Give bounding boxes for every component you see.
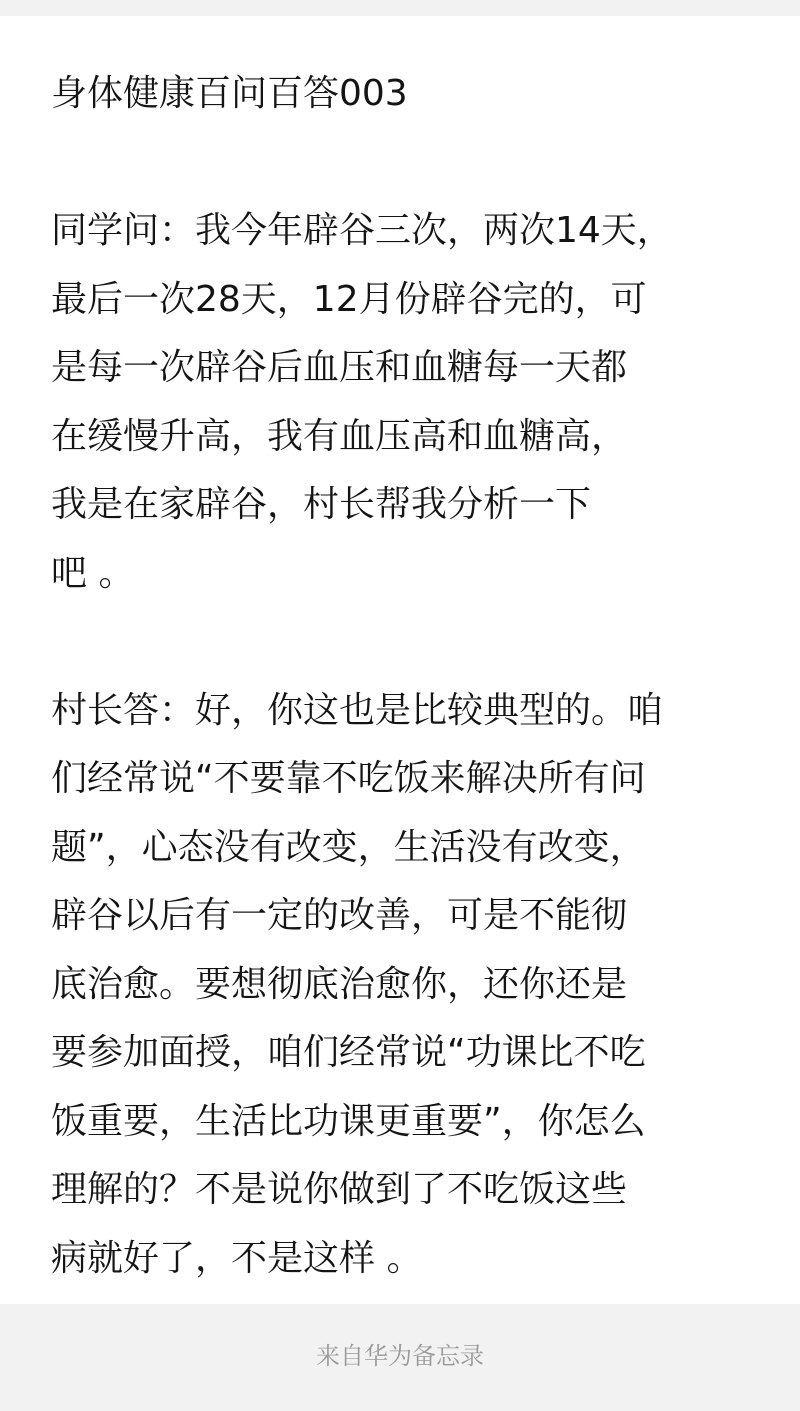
note-card [0,16,800,1304]
blank-line [51,608,756,677]
answer-line: 们经常说“不要靠不吃饭来解决所有问 [51,758,646,799]
source-label: 来自华为备忘录 [316,1342,484,1370]
question-line: 同学问：我今年辟谷三次，两次14天， [51,210,673,251]
answer-line: 要参加面授，咱们经常说“功课比不吃 [51,1032,646,1073]
blank-line [51,129,756,198]
question-line: 是每一次辟谷后血压和血糖每一天都 [51,347,628,388]
question-line: 吧 。 [51,552,135,594]
note-body[interactable] [51,60,756,1293]
answer-line: 辟谷以后有一定的改善，可是不能彻 [51,895,628,936]
question-line: 最后一次28天，12月份辟谷完的，可 [51,278,647,320]
answer-line: 题”，心态没有改变，生活没有改变， [51,826,646,868]
answer-line: 病就好了，不是这样 。 [51,1237,423,1279]
source-footer [0,1304,800,1411]
answer-line: 村长答：好，你这也是比较典型的。咱 [51,689,664,731]
question-line: 在缓慢升高，我有血压高和血糖高， [51,415,628,457]
question-line: 我是在家辟谷，村长帮我分析一下 [51,484,592,525]
answer-line: 理解的？不是说你做到了不吃饭这些 [51,1169,628,1210]
answer-line: 饭重要，生活比功课更重要”，你怎么 [51,1100,646,1142]
note-title: 身体健康百问百答003 [51,73,408,114]
answer-line: 底治愈。要想彻底治愈你，还你还是 [51,963,628,1005]
